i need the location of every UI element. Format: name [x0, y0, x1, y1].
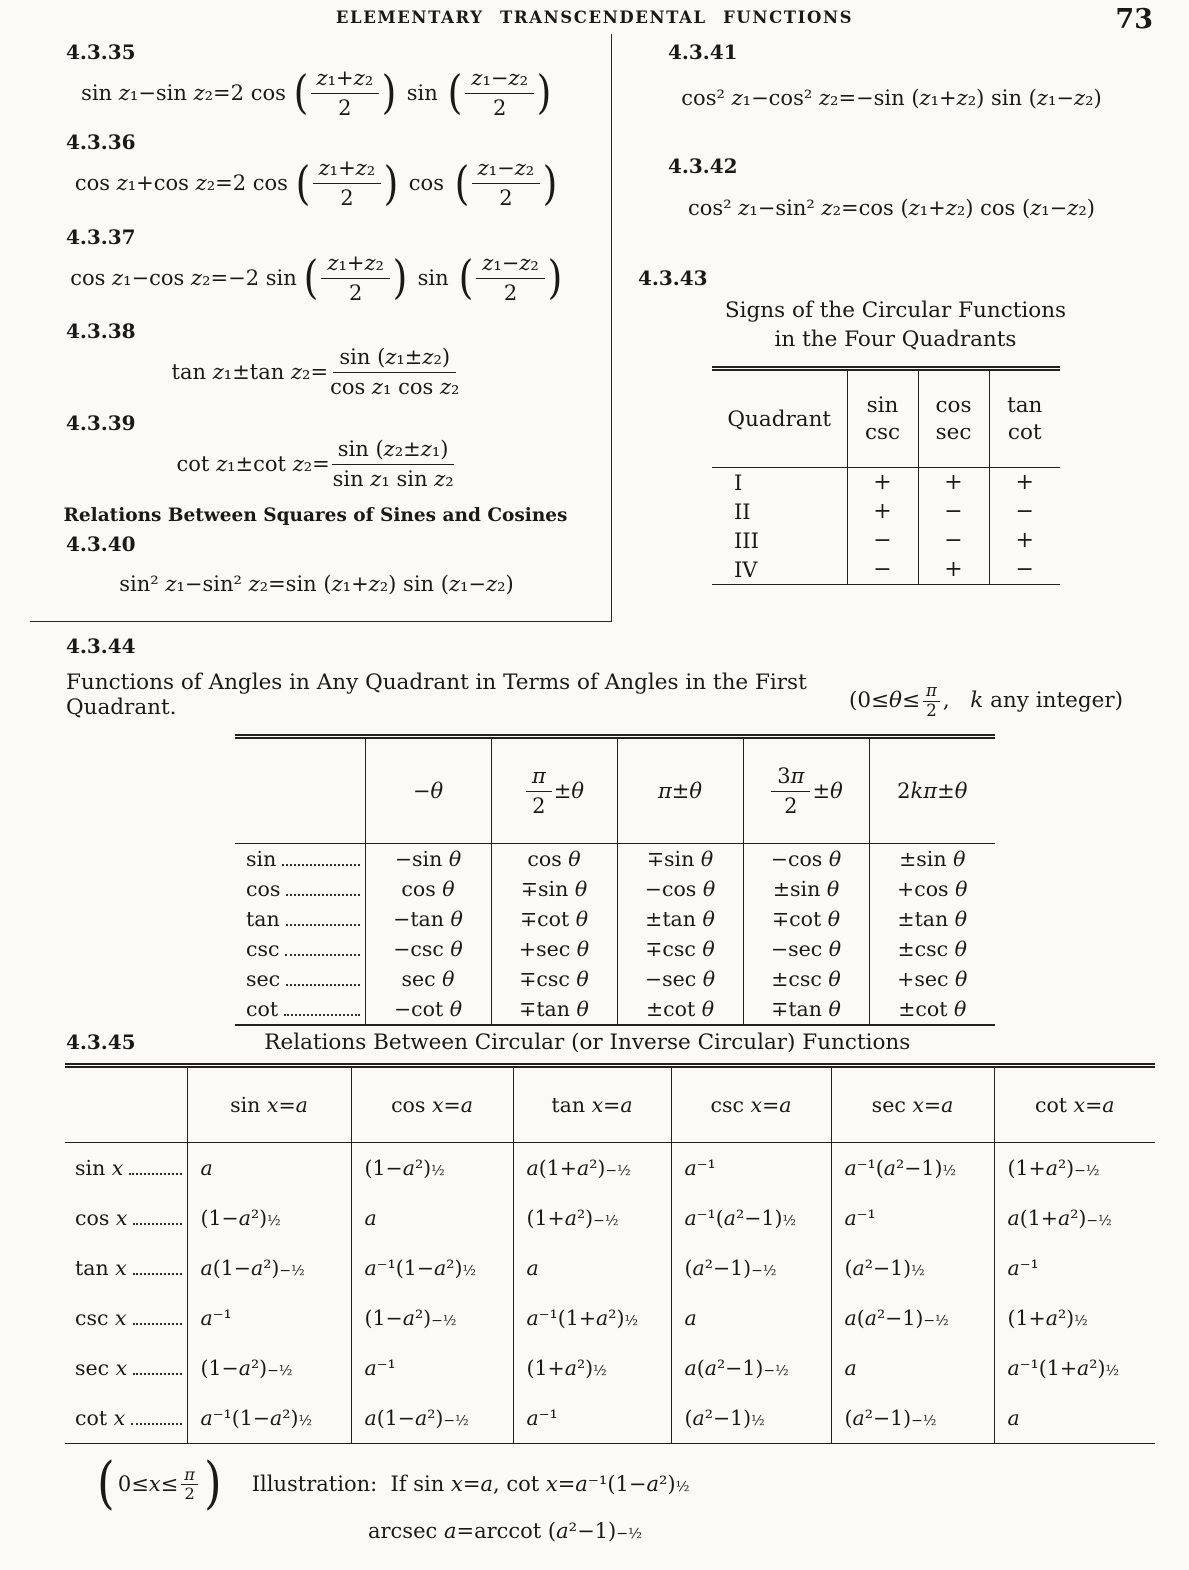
illustration-line1 [95, 1451, 1095, 1516]
table-body [235, 844, 995, 1026]
fraction [181, 1466, 198, 1504]
function-value-cell: −tan θ [365, 904, 491, 934]
dot-leader [286, 892, 359, 896]
function-value-cell: +sec θ [869, 964, 995, 994]
left-paren: ( [454, 155, 470, 210]
column-header [847, 369, 918, 468]
relation-value-cell: a [671, 1293, 831, 1343]
function-value-cell: ±sin θ [743, 874, 869, 904]
column-header: sin x=a [187, 1066, 351, 1143]
formula-group-4-3-41 [632, 40, 1159, 110]
formula-body: cos² z₁−sin² z₂=cos (z₁+z₂) cos (z₁−z₂) [688, 196, 1095, 220]
column-header-empty [235, 737, 365, 844]
formula-number: 4.3.43 [638, 266, 708, 290]
formula-text: cot z₁±cot z₂= [176, 452, 330, 477]
row-label-wrap [65, 1156, 186, 1180]
relation-value-cell: $a(a^2-1)^{-\frac{1}{2}}$ [831, 1293, 994, 1343]
table-row [712, 497, 1060, 526]
table-header-row [235, 737, 995, 844]
column-header [918, 369, 989, 468]
formula-text: sin [400, 81, 445, 106]
row-label [235, 874, 365, 904]
column-header-quadrant: Quadrant [712, 369, 847, 468]
table-row [235, 964, 995, 994]
relation-value-cell: $(a^2-1)^{-\frac{1}{2}}$ [671, 1243, 831, 1293]
row-label [65, 1143, 187, 1194]
left-paren: ( [458, 249, 474, 304]
formula-body [30, 66, 603, 120]
relation-value-cell: $a^{-1}(a^2-1)^{\frac{1}{2}}$ [831, 1143, 994, 1194]
caption-text: Functions of Angles in Any Quadrant in Terms of Angles in the First Quadrant. [66, 670, 807, 720]
table-row [235, 874, 995, 904]
column-header: −θ [365, 737, 491, 844]
quadrant-label: II [734, 499, 751, 524]
left-paren: ( [304, 249, 319, 304]
formula-text: cos [402, 171, 451, 196]
formula-number: 4.3.41 [668, 40, 738, 64]
relation-value-cell: a [351, 1193, 513, 1243]
formula-text: tan z₁±tan z₂= [171, 359, 329, 384]
table-row [235, 844, 995, 875]
relation-value-cell: $a^{-1}(1-a^2)^{\frac{1}{2}}$ [351, 1243, 513, 1293]
sign-cell: − [918, 497, 989, 526]
relation-value-cell: $(1-a^2)^{-\frac{1}{2}}$ [187, 1343, 351, 1393]
table-caption [30, 670, 1159, 720]
range-text: 0≤x≤ [117, 1472, 179, 1497]
sign-cell: − [989, 497, 1060, 526]
table-row [235, 994, 995, 1025]
function-value-cell: cos θ [365, 874, 491, 904]
function-value-cell: +sec θ [491, 934, 617, 964]
formula-group-4-3-39 [30, 411, 611, 491]
caption-text: Relations Between Circular (or Inverse Circular) Functions [264, 1030, 911, 1055]
table-header [712, 369, 1060, 468]
function-value-cell: ±cot θ [869, 994, 995, 1025]
row-label-wrap [65, 1356, 186, 1380]
sign-cell: + [989, 468, 1060, 498]
relation-value-cell: $(1+a^2)^{-\frac{1}{2}}$ [513, 1193, 671, 1243]
formula-number: 4.3.37 [66, 224, 136, 249]
function-value-cell: ∓csc θ [491, 964, 617, 994]
function-value-cell: ∓tan θ [491, 994, 617, 1025]
formula-number: 4.3.35 [66, 40, 136, 64]
signs-of-circular-functions-table [712, 366, 1060, 585]
formula-text: cos z₁−cos z₂=−2 sin [70, 265, 304, 290]
fraction [472, 156, 541, 210]
column-header [989, 369, 1060, 468]
sign-cell: − [847, 526, 918, 555]
fraction-numerator: sin (z₂±z₁) [332, 437, 455, 465]
row-label [65, 1343, 187, 1393]
dot-leader [133, 1221, 181, 1225]
fraction-denominator: 2 [493, 96, 507, 121]
table-row [235, 904, 995, 934]
relation-value-cell: a [187, 1143, 351, 1194]
row-label-wrap [65, 1306, 186, 1330]
row-label-text: sec x [75, 1356, 128, 1380]
caption-note [849, 682, 1123, 720]
left-paren: ( [97, 1451, 115, 1516]
formula-group-4-3-40 [30, 532, 611, 596]
formula-number: 4.3.38 [66, 318, 136, 343]
row-label-wrap [65, 1406, 186, 1430]
relation-value-cell: $(a^2-1)^{-\frac{1}{2}}$ [831, 1393, 994, 1444]
table-row [712, 468, 1060, 498]
formula-number: 4.3.36 [66, 130, 136, 155]
fraction-numerator: z₁+z₂ [313, 156, 382, 184]
fraction-numerator: z₁−z₂ [472, 156, 541, 184]
relation-value-cell: a⁻¹ [351, 1343, 513, 1393]
row-label [235, 994, 365, 1025]
relation-value-cell: a [513, 1243, 671, 1293]
relation-value-cell: a [831, 1343, 994, 1393]
right-paren: ) [542, 155, 558, 210]
formula-body [30, 345, 603, 399]
row-label-text: csc [246, 937, 280, 961]
formula-number: 4.3.42 [668, 154, 738, 178]
table-header [65, 1066, 1155, 1143]
function-value-cell: ±cot θ [617, 994, 743, 1025]
dot-leader [131, 1421, 181, 1425]
relation-value-cell: a⁻¹ [831, 1193, 994, 1243]
fraction-numerator: π [923, 682, 940, 702]
fraction-denominator: 2 [338, 96, 352, 121]
dot-leader [133, 1321, 182, 1325]
quadrant-label: III [734, 528, 759, 553]
page-number: 73 [1115, 4, 1153, 35]
row-label [235, 904, 365, 934]
sign-cell: + [847, 468, 918, 498]
relation-value-cell: $a(a^2-1)^{-\frac{1}{2}}$ [671, 1343, 831, 1393]
row-label-wrap [236, 967, 364, 991]
function-value-cell: ∓cot θ [491, 904, 617, 934]
fraction-denominator: 2 [503, 280, 518, 305]
relation-value-cell: $a^{-1}(a^2-1)^{\frac{1}{2}}$ [671, 1193, 831, 1243]
relation-value-cell: $a^{-1}(1-a^2)^{\frac{1}{2}}$ [187, 1393, 351, 1444]
formula-body [30, 156, 603, 210]
table-title [632, 296, 1159, 354]
note-text: (0≤θ≤ [848, 688, 921, 714]
relation-value-cell: $a(1-a^2)^{-\frac{1}{2}}$ [351, 1393, 513, 1444]
dot-leader [286, 922, 360, 926]
row-label-text: tan [246, 907, 280, 931]
right-paren: ) [383, 155, 399, 210]
fraction [332, 437, 455, 491]
relation-value-cell: a⁻¹ [187, 1293, 351, 1343]
function-value-cell: sec θ [365, 964, 491, 994]
row-label [235, 844, 365, 875]
formula-group-4-3-35 [30, 40, 611, 120]
relation-value-cell: $(1+a^2)^{-\frac{1}{2}}$ [994, 1143, 1155, 1194]
formula-text: sin z₁−sin z₂=2 cos [81, 81, 293, 106]
fraction [311, 66, 380, 120]
table-body [712, 468, 1060, 585]
row-label [235, 934, 365, 964]
formula-columns [30, 34, 1159, 622]
sign-cell: − [918, 526, 989, 555]
table-title-line2: in the Four Quadrants [774, 327, 1017, 352]
table-caption [30, 1030, 1159, 1055]
relation-value-cell: $a(1+a^2)^{-\frac{1}{2}}$ [513, 1143, 671, 1194]
sign-cell: − [989, 555, 1060, 585]
relation-value-cell: a [994, 1393, 1155, 1444]
functions-of-angles-table [235, 734, 995, 1026]
function-value-cell: −cot θ [365, 994, 491, 1025]
table-body [65, 1143, 1155, 1444]
row-label-text: cos x [75, 1206, 128, 1230]
formula-group-4-3-42 [632, 154, 1159, 220]
fraction-denominator: cos z₁ cos z₂ [330, 374, 460, 399]
right-paren: ) [547, 249, 563, 304]
fraction-denominator: 2 [926, 700, 937, 720]
function-value-cell: ±csc θ [743, 964, 869, 994]
formula-body: cos² z₁−cos² z₂=−sin (z₁+z₂) sin (z₁−z₂) [681, 86, 1102, 110]
column-header-line: cos [935, 393, 972, 418]
table-row [65, 1393, 1155, 1444]
function-value-cell: ∓sin θ [491, 874, 617, 904]
row-label-text: sin [246, 847, 277, 871]
column-header: π±θ [617, 737, 743, 844]
fraction-denominator: 2 [340, 186, 354, 211]
relation-value-cell: $(1+a^2)^{\frac{1}{2}}$ [513, 1343, 671, 1393]
fraction [923, 682, 940, 720]
formula-number: 4.3.45 [66, 1030, 136, 1054]
column-header: sec x=a [831, 1066, 994, 1143]
relation-value-cell: $a^{-1}(1+a^2)^{\frac{1}{2}}$ [994, 1343, 1155, 1393]
table-row [65, 1243, 1155, 1293]
fraction-numerator: z₁−z₂ [476, 251, 545, 279]
relation-value-cell: $(1-a^2)^{-\frac{1}{2}}$ [351, 1293, 513, 1343]
formula-group-4-3-36 [30, 130, 611, 210]
row-label [65, 1293, 187, 1343]
relation-value-cell: $(a^2-1)^{\frac{1}{2}}$ [831, 1243, 994, 1293]
fraction [313, 156, 382, 210]
dot-leader [282, 862, 359, 866]
column-header-line: cot [1007, 420, 1042, 445]
function-value-cell: ±tan θ [617, 904, 743, 934]
table-header [235, 737, 995, 844]
fraction [321, 251, 390, 305]
sign-cell: + [847, 497, 918, 526]
dot-leader [285, 952, 359, 956]
function-value-cell: ±sin θ [869, 844, 995, 875]
fraction [465, 66, 534, 120]
column-header: tan x=a [513, 1066, 671, 1143]
row-label-text: tan x [75, 1256, 127, 1280]
quadrant-label: I [734, 470, 743, 495]
function-value-cell: ∓cot θ [743, 904, 869, 934]
table-header-row [65, 1066, 1155, 1143]
fraction [330, 345, 459, 399]
quadrant-label: IV [734, 557, 758, 582]
quadrant-table-section [30, 628, 1159, 1026]
right-paren: ) [204, 1451, 222, 1516]
row-label-wrap [236, 847, 364, 871]
fraction-numerator: sin (z₁±z₂) [333, 345, 456, 373]
row-label-text: cos [246, 877, 281, 901]
column-header: cot x=a [994, 1066, 1155, 1143]
column-header: 2kπ±θ [869, 737, 995, 844]
column-header-line: sec [935, 420, 972, 445]
column-header: $\frac{\pi}{2}$ ±θ [491, 737, 617, 844]
function-value-cell: cos θ [491, 844, 617, 875]
formula-group-4-3-38 [30, 319, 611, 399]
function-value-cell: −cos θ [617, 874, 743, 904]
row-label-wrap [65, 1206, 186, 1230]
fraction-denominator: 2 [184, 1484, 195, 1504]
table-title-line1: Signs of the Circular Functions [724, 298, 1067, 323]
row-label-text: cot [246, 997, 279, 1021]
relation-value-cell: $a^{-1}(1+a^2)^{\frac{1}{2}}$ [513, 1293, 671, 1343]
illustration-line2: arcsec a=arccot $(a^2-1)^{-\frac{1}{2}}$ [367, 1518, 643, 1543]
dot-leader [133, 1371, 181, 1375]
function-value-cell: −sec θ [743, 934, 869, 964]
relation-value-cell: a⁻¹ [994, 1243, 1155, 1293]
right-paren: ) [536, 65, 552, 120]
row-label [235, 964, 365, 994]
range-expression [118, 1466, 201, 1504]
row-label-text: cot x [75, 1406, 126, 1430]
fraction-denominator: 2 [348, 280, 363, 305]
formula-body [30, 437, 603, 491]
function-value-cell: −csc θ [365, 934, 491, 964]
row-label-wrap [236, 877, 364, 901]
fraction [476, 251, 545, 305]
relation-value-cell: $(1-a^2)^{\frac{1}{2}}$ [187, 1193, 351, 1243]
formula-body: sin² z₁−sin² z₂=sin (z₁+z₂) sin (z₁−z₂) [119, 572, 514, 597]
relation-value-cell: a⁻¹ [513, 1393, 671, 1444]
table-row [712, 526, 1060, 555]
table-row [235, 934, 995, 964]
function-value-cell: −sin θ [365, 844, 491, 875]
row-label-wrap [65, 1256, 186, 1280]
row-label-wrap [236, 937, 364, 961]
relation-value-cell: $a(1+a^2)^{-\frac{1}{2}}$ [994, 1193, 1155, 1243]
formula-body [30, 251, 603, 305]
relation-value-cell: a⁻¹ [671, 1143, 831, 1194]
row-label-text: csc x [75, 1306, 127, 1330]
row-label [65, 1393, 187, 1444]
dot-leader [133, 1271, 182, 1275]
function-value-cell: +cos θ [869, 874, 995, 904]
column-header-line: tan [1007, 393, 1043, 418]
formula-number: 4.3.44 [66, 634, 136, 658]
relation-value-cell: $a(1-a^2)^{-\frac{1}{2}}$ [187, 1243, 351, 1293]
function-value-cell: ∓csc θ [617, 934, 743, 964]
left-paren: ( [448, 65, 463, 120]
left-paren: ( [295, 155, 310, 210]
formula-number: 4.3.39 [66, 411, 136, 436]
fraction-denominator: sin z₁ sin z₂ [332, 467, 454, 492]
table-row [65, 1143, 1155, 1194]
column-header-empty [65, 1066, 187, 1143]
column-header-line: csc [864, 420, 901, 445]
signs-table-section [632, 266, 1159, 585]
fraction-numerator: π [181, 1466, 198, 1486]
right-paren: ) [392, 249, 408, 304]
column-header-line: sin [866, 393, 899, 418]
row-label-text: sec [246, 967, 281, 991]
table-header-row [712, 369, 1060, 468]
table-row [65, 1193, 1155, 1243]
row-label [65, 1243, 187, 1293]
fraction-numerator: z₁+z₂ [311, 66, 380, 94]
formula-text: sin [410, 265, 456, 290]
relation-value-cell: $(a^2-1)^{\frac{1}{2}}$ [671, 1393, 831, 1444]
sign-cell: + [989, 526, 1060, 555]
row-label-wrap [236, 997, 364, 1021]
relation-value-cell: $(1+a^2)^{\frac{1}{2}}$ [994, 1293, 1155, 1343]
section-heading: Relations Between Squares of Sines and Cosines [63, 505, 568, 527]
row-label [65, 1193, 187, 1243]
table-row [65, 1293, 1155, 1343]
illustration-footer [95, 1451, 1095, 1543]
dot-leader [129, 1171, 181, 1175]
formula-text: cos z₁+cos z₂=2 cos [74, 171, 295, 196]
row-label-wrap [236, 907, 364, 931]
function-value-cell: ±csc θ [869, 934, 995, 964]
function-value-cell: −cos θ [743, 844, 869, 875]
fraction-denominator: 2 [499, 186, 513, 211]
right-paren: ) [381, 65, 397, 120]
dot-leader [286, 982, 359, 986]
left-column [30, 34, 612, 622]
column-header: $\frac{3\pi}{2}$ ±θ [743, 737, 869, 844]
row-label-text: sin x [75, 1156, 124, 1180]
running-head: ELEMENTARY TRANSCENDENTAL FUNCTIONS [335, 8, 854, 27]
function-value-cell: ±tan θ [869, 904, 995, 934]
fraction-numerator: z₁+z₂ [321, 251, 390, 279]
sign-cell: + [918, 468, 989, 498]
formula-number: 4.3.40 [66, 532, 136, 557]
column-header: cos x=a [351, 1066, 513, 1143]
right-column [612, 34, 1159, 622]
fraction-numerator: z₁−z₂ [465, 66, 534, 94]
function-value-cell: −sec θ [617, 964, 743, 994]
function-value-cell: ∓tan θ [743, 994, 869, 1025]
illustration-text: Illustration: If sin x=a, $\cot x=a^{-1}(1-a^2)^{\frac{1}{2}}$ [251, 1472, 690, 1497]
function-value-cell: ∓sin θ [617, 844, 743, 875]
dot-leader [284, 1012, 359, 1016]
relation-value-cell: $(1-a^2)^{\frac{1}{2}}$ [351, 1143, 513, 1194]
relations-between-circular-functions-table [65, 1063, 1155, 1444]
sign-cell: + [918, 555, 989, 585]
table-row [712, 555, 1060, 585]
table-row [65, 1343, 1155, 1393]
sign-cell: − [847, 555, 918, 585]
left-paren: ( [293, 65, 308, 120]
column-header: csc x=a [671, 1066, 831, 1143]
relations-table-section [30, 1030, 1159, 1444]
formula-group-4-3-37 [30, 225, 611, 305]
note-text: , k any integer) [942, 688, 1123, 714]
